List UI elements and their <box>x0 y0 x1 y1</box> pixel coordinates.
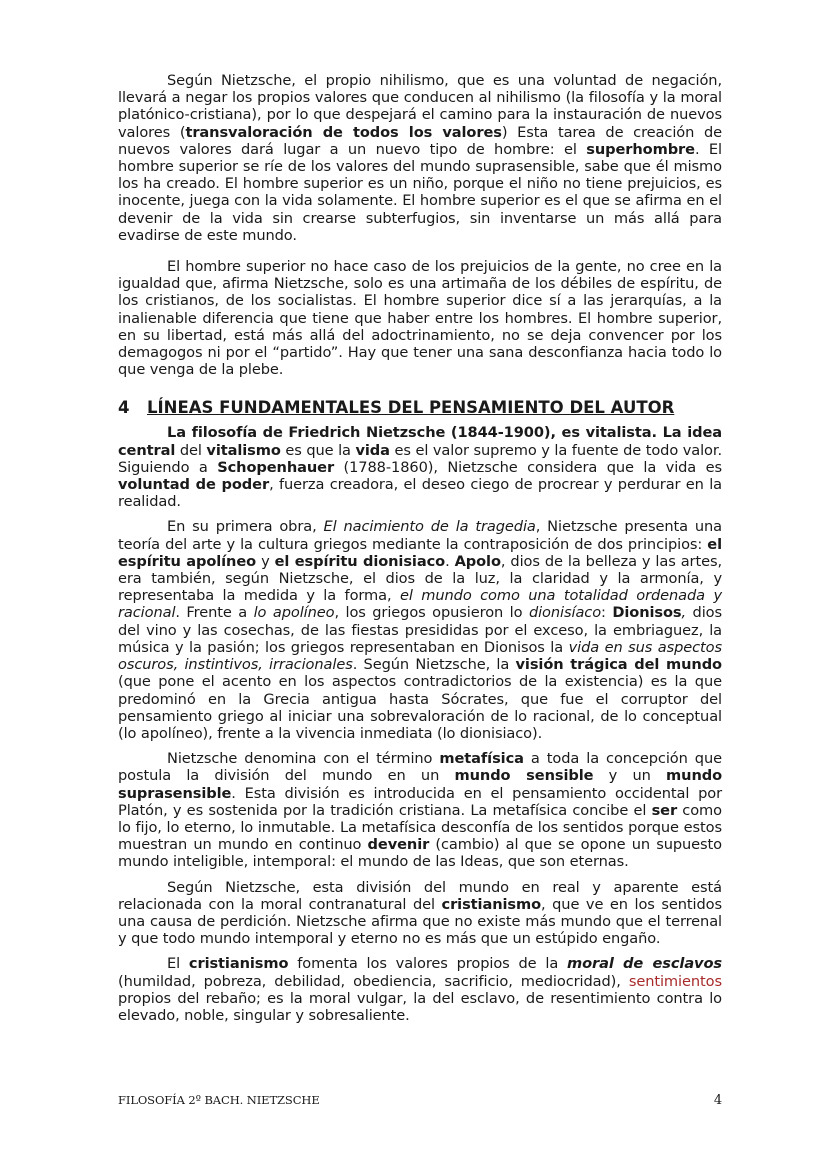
text-run: En su primera obra, <box>167 518 324 536</box>
section-paragraphs <box>118 424 722 1024</box>
paragraph-s4 <box>118 879 722 948</box>
page-number: 4 <box>713 1093 722 1108</box>
bold-term: visión trágica del mundo <box>515 656 722 674</box>
bold-term: La filosofía de Friedrich Nietzsche (1844-1900), es vitalista. La idea central <box>118 424 722 459</box>
text-run: es que la <box>280 441 356 459</box>
text-run: Según Nietzsche, esta división del mundo en real y aparente está relacionada con la moral contranatural del <box>118 878 722 913</box>
bold-term: moral de esclavos <box>567 955 722 973</box>
bold-term: vitalismo <box>206 441 281 459</box>
bold-term: el espíritu apolíneo <box>118 535 722 570</box>
text-run: dios del vino y las cosechas, de las fiestas presididas por el exceso, la embriaguez, la música y la pasión; los griegos representaban en Dionisos la <box>118 604 722 656</box>
highlighted-term: sentimientos <box>628 972 722 990</box>
paragraph-s2 <box>118 518 722 742</box>
text-run: , que ve en los sentidos una causa de perdición. Nietzsche afirma que no existe más mundo que el terrenal y que todo mundo intemporal y eterno no es más que un estúpido engaño. <box>118 895 722 948</box>
text-run: (1788-1860), Nietzsche considera que la vida es <box>334 458 723 476</box>
text-run: , fuerza creadora, el deseo ciego de procrear y perdurar en la realidad. <box>118 476 722 511</box>
italic-term: dionisíaco <box>528 604 602 622</box>
bold-term: devenir <box>367 836 430 854</box>
text-run: El <box>167 955 189 973</box>
bold-term: superhombre <box>586 140 695 158</box>
text-run: . Según Nietzsche, la <box>352 656 516 674</box>
bold-term: el espíritu dionisiaco <box>274 552 446 570</box>
bold-term: mundo sensible <box>454 767 594 785</box>
paragraph-s1 <box>118 424 722 510</box>
footer-title: FILOSOFÍA 2º BACH. NIETZSCHE <box>118 1093 320 1107</box>
paragraph-s5 <box>118 955 722 1024</box>
text-run: y un <box>593 767 667 785</box>
text-run: Según Nietzsche, el propio nihilismo, que es una voluntad de negación, llevará a negar los propios valores que conducen al nihilismo (la filosofía y la moral platónico-cristiana), por lo que despejará el camino para la instauración de nuevos valores ( <box>118 72 722 141</box>
text-run: El hombre superior no hace caso de los prejuicios de la gente, no cree en la igualdad que, afirma Nietzsche, solo es una artimaña de los débiles de espíritu, de los cristianos, de los socialistas. El hombre superior dice sí a las jerarquías, a la inalienable diferencia que tiene que haber entre los hombres. El hombre superior, en su libertad, está más allá del adoctrinamiento, no se deja convencer por los demagogos ni por el “partido”. Hay que tener una sana desconfianza hacia todo lo que venga de la plebe. <box>118 258 722 379</box>
bold-term: metafísica <box>439 750 524 768</box>
text-run: propios del rebaño; es la moral vulgar, la del esclavo, de resentimiento contra lo elevado, noble, singular y sobresaliente. <box>118 989 722 1024</box>
section-heading <box>118 398 722 418</box>
text-run: (cambio) al que se opone un supuesto mundo inteligible, intemporal: el mundo de las Ideas, que son eternas. <box>118 836 722 871</box>
text-run: (humildad, pobreza, debilidad, obediencia, sacrificio, mediocridad), <box>118 972 629 990</box>
text-run: . <box>445 552 455 570</box>
intro-paragraphs <box>118 72 722 378</box>
text-run: : <box>601 604 613 622</box>
text-run: (que pone el acento en los aspectos contradictorios de la existencia) es la que predominó en la Grecia antigua hasta Sócrates, que fue el corruptor del pensamiento griego al iniciar una sobrevaloración de lo racional, de lo conceptual (lo apolíneo), frente a la vivencia inmediata (lo dionisiaco). <box>118 673 722 742</box>
text-run: del <box>175 441 207 459</box>
text-run: es el valor supremo y la fuente de todo valor. Siguiendo a <box>118 441 722 476</box>
paragraph-p1 <box>118 72 722 244</box>
page-footer <box>118 1093 722 1108</box>
bold-term: transvaloración de todos los valores <box>185 123 502 141</box>
italic-term: El nacimiento de la tragedia <box>323 518 536 536</box>
bold-term: Apolo <box>454 552 501 570</box>
italic-term: lo apolíneo <box>253 604 335 622</box>
text-run: Nietzsche denomina con el término <box>167 750 440 768</box>
text-run: fomenta los valores propios de la <box>288 955 567 973</box>
bold-term: Schopenhauer <box>217 458 335 476</box>
bold-term: voluntad de poder <box>118 476 270 494</box>
bold-term: mundo suprasensible <box>118 767 723 802</box>
document-page <box>118 72 722 1032</box>
text-run: . Frente a <box>175 604 254 622</box>
italic-term: vida en sus aspectos oscuros, instintivos, irracionales <box>118 638 722 674</box>
text-run: , dios de la belleza y las artes, era también, según Nietzsche, el dios de la luz, la claridad y la armonía, y representaba la medida y la forma, <box>118 552 723 605</box>
text-run: , los griegos opusieron lo <box>334 604 529 622</box>
bold-term: cristianismo <box>188 955 289 973</box>
section-number: 4 <box>118 398 130 418</box>
bold-term: vida <box>355 441 390 459</box>
bold-term: ser <box>651 801 678 819</box>
text-run: como lo fijo, lo eterno, lo inmutable. La metafísica desconfía de los sentidos porque estos muestran un mundo en continuo <box>118 801 723 854</box>
bold-term: Dionisos <box>612 604 682 622</box>
text-run: . Esta división es introducida en el pensamiento occidental por Platón, y es sostenida por la tradición cristiana. La metafísica concibe el <box>118 784 722 819</box>
paragraph-s3 <box>118 750 722 870</box>
section-title: LÍNEAS FUNDAMENTALES DEL PENSAMIENTO DEL AUTOR <box>147 398 675 418</box>
italic-term: el mundo como una totalidad ordenada y racional <box>118 587 722 622</box>
text-run: y <box>256 552 275 570</box>
italic-term: , <box>681 604 687 622</box>
text-run: a toda la concepción que postula la división del mundo en un <box>118 750 722 785</box>
text-run: . El hombre superior se ríe de los valores del mundo suprasensible, sabe que él mismo los ha creado. El hombre superior es un niño, porque el niño no tiene prejuicios, es inocente, juega con la vida solamente. El hombre superior es el que se afirma en el devenir de la vida sin crearse subterfugios, sin inventarse un más allá para evadirse de este mundo. <box>118 140 722 244</box>
text-run: ) Esta tarea de creación de nuevos valores dará lugar a un nuevo tipo de hombre: el <box>118 123 723 158</box>
paragraph-p2 <box>118 258 722 378</box>
text-run: , Nietzsche presenta una teoría del arte y la cultura griegos mediante la contraposición de dos principios: <box>118 518 722 553</box>
bold-term: cristianismo <box>441 895 542 913</box>
